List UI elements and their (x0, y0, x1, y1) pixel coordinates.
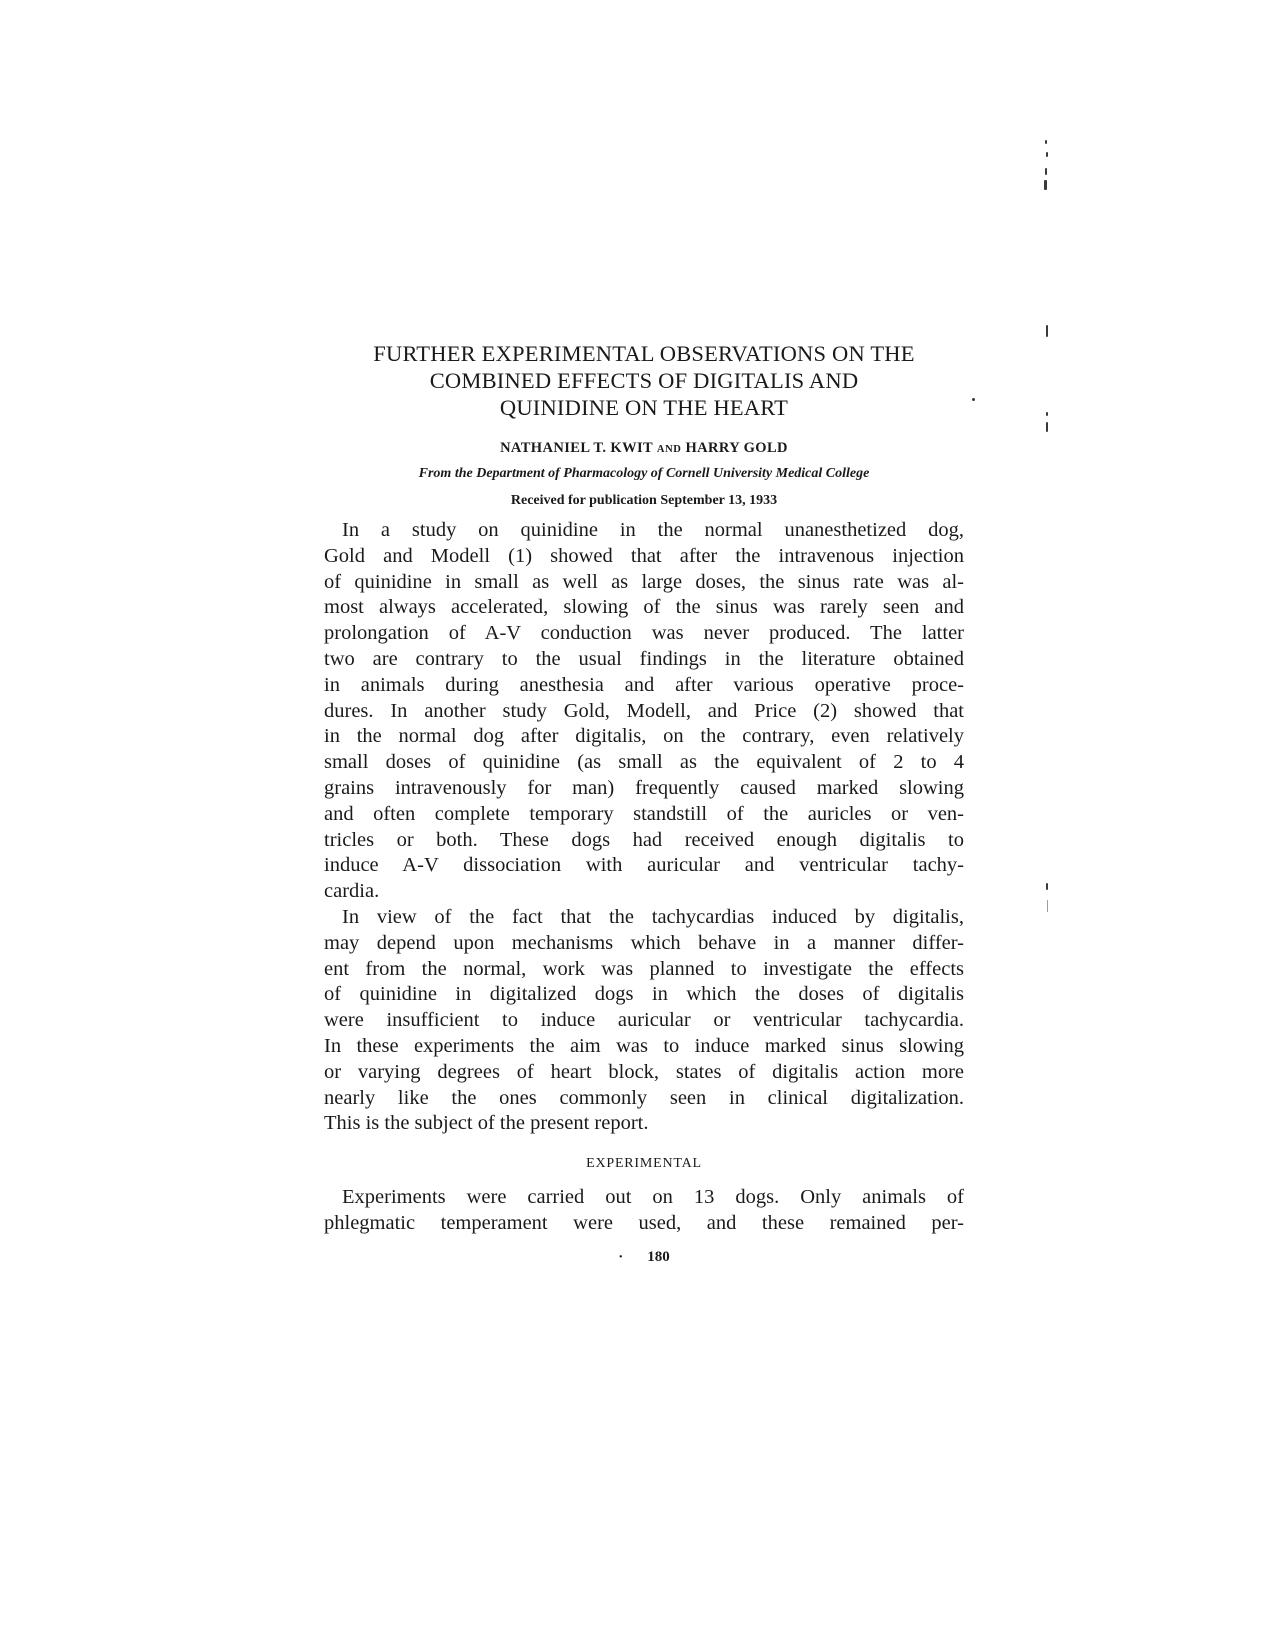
scan-artifact (1044, 180, 1047, 190)
text-line: in the normal dog after digitalis, on the contrary, even relatively (324, 725, 964, 748)
scan-artifact (1046, 412, 1048, 416)
author-conjunction: AND (656, 444, 682, 455)
text-line: or varying degrees of heart block, states of digitalis action more (324, 1060, 964, 1083)
scan-artifact (1046, 152, 1048, 157)
text-line: Experiments were carried out on 13 dogs. Only animals of (342, 1186, 964, 1209)
text-line: small doses of quinidine (as small as the equivalent of 2 to 4 (324, 751, 964, 774)
text-line: were insufficient to induce auricular or ventricular tachycardia. (324, 1009, 964, 1032)
text-line: induce A-V dissociation with auricular and ventricular tachy- (324, 854, 964, 877)
scan-artifact (1045, 168, 1047, 175)
text-line: two are contrary to the usual findings in the literature obtained (324, 647, 964, 670)
text-line: In a study on quinidine in the normal unanesthetized dog, (342, 519, 964, 541)
body-paragraph (324, 518, 964, 905)
text-line: cardia. (324, 880, 380, 903)
scan-artifact (1046, 325, 1048, 337)
affiliation: From the Department of Pharmacology of Cornell University Medical College (418, 466, 870, 481)
text-line: In these experiments the aim was to induce marked sinus slowing (324, 1034, 964, 1057)
scan-dot: · (618, 1248, 624, 1265)
received-date: Received for publication September 13, 1933 (510, 493, 778, 508)
page-number (324, 1249, 964, 1266)
text-line: dures. In another study Gold, Modell, and Price (2) showed that (324, 699, 964, 722)
body-paragraph (324, 1185, 964, 1237)
scan-artifact (1047, 900, 1048, 912)
title-line: FURTHER EXPERIMENTAL OBSERVATIONS ON THE (373, 341, 915, 366)
text-line: phlegmatic temperament were used, and these remained per- (324, 1211, 964, 1234)
author-name: HARRY GOLD (685, 440, 788, 456)
text-line: and often complete temporary standstill of the auricles or ven- (324, 802, 964, 825)
scan-artifact (972, 398, 975, 401)
author-line (324, 440, 964, 457)
title-line: QUINIDINE ON THE HEART (499, 395, 789, 420)
scan-artifact (1046, 883, 1048, 890)
text-line: This is the subject of the present report. (324, 1112, 649, 1135)
author-name: NATHANIEL T. KWIT (500, 440, 653, 456)
text-line: prolongation of A-V conduction was never produced. The latter (324, 622, 964, 645)
scan-artifact (1046, 422, 1048, 432)
text-line: In view of the fact that the tachycardias induced by digitalis, (342, 905, 964, 928)
text-line: of quinidine in small as well as large doses, the sinus rate was al- (324, 570, 964, 593)
text-line: of quinidine in digitalized dogs in which the doses of digitalis (324, 983, 964, 1006)
text-line: ent from the normal, work was planned to investigate the effects (324, 957, 964, 980)
text-line: tricles or both. These dogs had received enough digitalis to (324, 828, 964, 851)
text-line: most always accelerated, slowing of the sinus was rarely seen and (324, 596, 964, 619)
body-paragraph (324, 905, 964, 1137)
page-number-text: 180 (647, 1248, 670, 1265)
text-line: grains intravenously for man) frequently caused marked slowing (324, 776, 964, 799)
article-title (324, 340, 964, 421)
text-line: Gold and Modell (1) showed that after the intravenous injection (324, 544, 964, 567)
section-heading: EXPERIMENTAL (586, 1156, 702, 1172)
article-column (324, 340, 964, 1266)
text-line: in animals during anesthesia and after various operative proce- (324, 673, 964, 696)
text-line: may depend upon mechanisms which behave in a manner differ- (324, 931, 964, 954)
scan-artifact (1045, 140, 1047, 144)
text-line: nearly like the ones commonly seen in clinical digitalization. (324, 1086, 964, 1109)
title-line: COMBINED EFFECTS OF DIGITALIS AND (429, 368, 859, 393)
